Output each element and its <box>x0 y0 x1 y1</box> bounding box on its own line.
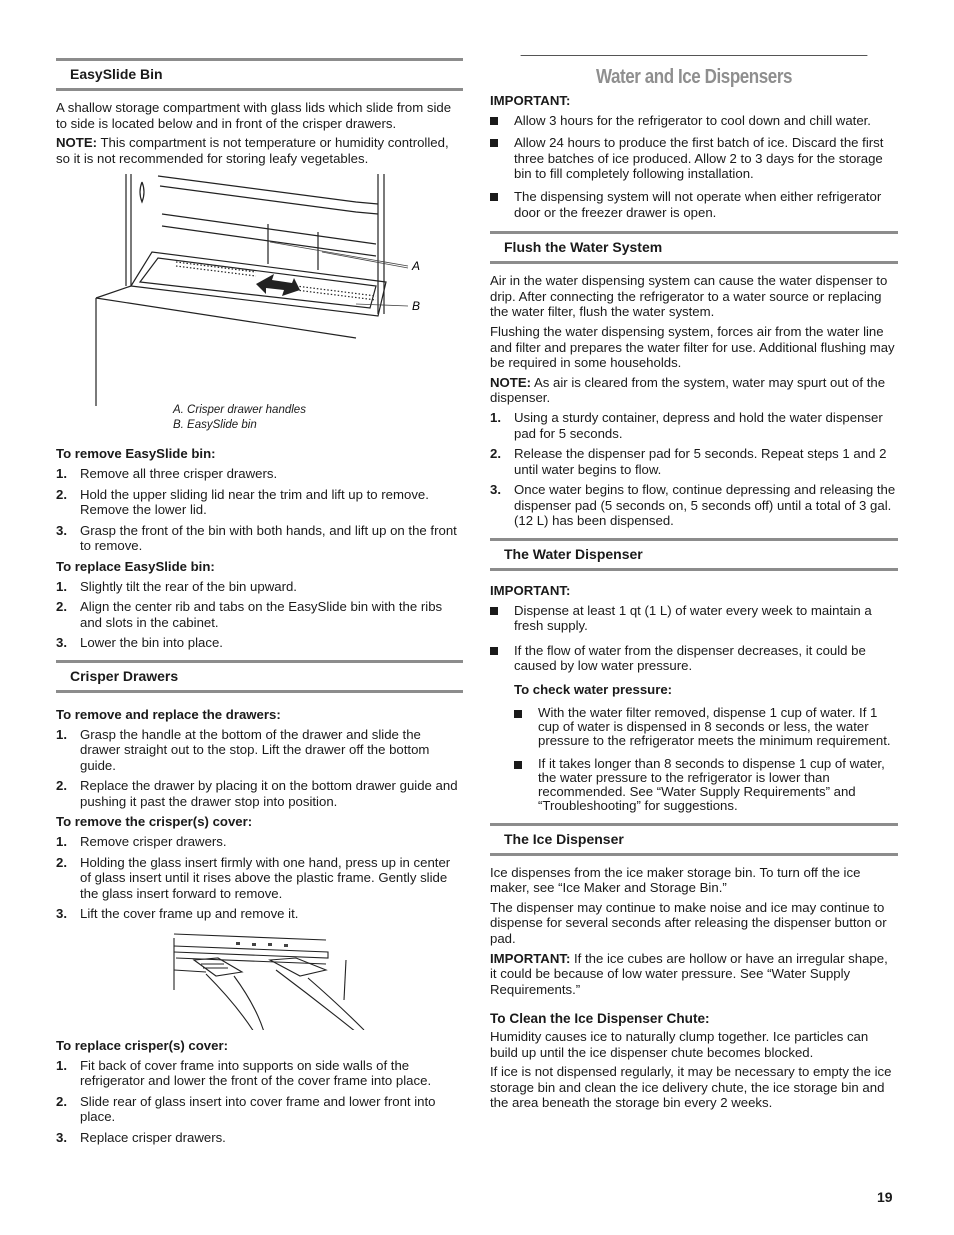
figure-caption-a: A. Crisper drawer handles <box>173 404 306 417</box>
check-pressure-heading: To check water pressure: <box>514 682 673 698</box>
important-label: IMPORTANT: <box>490 93 571 108</box>
replace-easyslide-heading: To replace EasySlide bin: <box>56 558 215 574</box>
list-item: 2. Hold the upper sliding lid near the trim and lift up to remove. Remove the lower lid. <box>56 486 429 518</box>
figure-label-a: A <box>412 259 421 274</box>
list-item: 3. Lift the cover frame up and remove it. <box>56 906 299 922</box>
list-item: Allow 24 hours to produce the first batch of ice. Discard the first three batches of ice produced. Allow 2 to 3 days for the storage bin to fill completely following installation. <box>490 135 898 182</box>
section-heading-flush: Flush the Water System <box>490 231 898 264</box>
list-item: 2. Slide rear of glass insert into cover frame and lower front into place. <box>56 1093 436 1125</box>
list-item: Allow 3 hours for the refrigerator to cool down and chill water. <box>490 113 898 129</box>
flush-note: NOTE: As air is cleared from the system, water may spurt out of the dispenser. <box>490 374 886 406</box>
list-item: 3. Lower the bin into place. <box>56 635 223 651</box>
right-column <box>490 55 898 1115</box>
ice-p1: Ice dispenses from the ice maker storage bin. To turn off the ice maker, see “Ice Maker and Storage Bin.” <box>490 864 861 896</box>
list-item: 1. Fit back of cover frame into supports on side walls of the refrigerator and lower the front of the cover frame into place. <box>56 1057 432 1089</box>
note-label: NOTE: <box>56 135 98 151</box>
easyslide-intro: A shallow storage compartment with glass lids which slide from side to side is located below and in front of the crisper drawers. <box>56 100 452 131</box>
section-heading-easyslide: EasySlide Bin <box>56 58 463 91</box>
clean-chute-heading: To Clean the Ice Dispenser Chute: <box>490 1011 710 1027</box>
list-item: 1. Slightly tilt the rear of the bin upward. <box>56 578 297 594</box>
list-item: 3. Grasp the front of the bin with both hands, and lift up on the front to remove. <box>56 522 457 554</box>
flush-p2: Flushing the water dispensing system, forces air from the water line and filter and prepares the water filter for use. Additional flushing may be required in some households. <box>490 323 895 371</box>
figure-label-b: B <box>412 299 421 314</box>
easyslide-figure <box>56 174 463 406</box>
list-item: Dispense at least 1 qt (1 L) of water every week to maintain a fresh supply. <box>490 603 898 634</box>
list-item: 2. Holding the glass insert firmly with one hand, press up in center of glass insert until it rises above the plastic frame. Gently slide the glass insert forward to remove. <box>56 854 451 901</box>
section-heading-water-dispenser: The Water Dispenser <box>490 538 898 571</box>
crisper-cover-figure <box>56 930 463 1030</box>
list-item: 1. Remove all three crisper drawers. <box>56 465 278 481</box>
list-item: 1. Remove crisper drawers. <box>56 834 227 850</box>
ice-p2: The dispenser may continue to make noise and ice may continue to dispense for several seconds after releasing the dispenser button or pad. <box>490 899 887 946</box>
clean-p2: If ice is not dispensed regularly, it may be necessary to empty the ice storage bin and clean the ice delivery chute, the ice storage bin and the area beneath the storage bin every 2 weeks. <box>490 1064 892 1111</box>
easyslide-illustration <box>56 174 463 406</box>
crisper-cover-illustration <box>56 930 463 1030</box>
section-heading-crisper: Crisper Drawers <box>56 660 463 693</box>
list-item: 3. Once water begins to flow, continue depressing and releasing the dispenser pad (5 seconds on, 5 seconds off) until a total of 3 gal. (12 L) has been dispensed. <box>490 482 896 529</box>
easyslide-note <box>56 135 463 166</box>
clean-p1: Humidity causes ice to naturally clump together. Ice particles can build up until the ice dispenser chute becomes blocked. <box>490 1028 869 1060</box>
list-item: 1. Using a sturdy container, depress and hold the water dispenser pad for 5 seconds. <box>490 409 883 441</box>
drawers-heading: To remove and replace the drawers: <box>56 706 281 722</box>
list-item: 1. Grasp the handle at the bottom of the drawer and slide the drawer straight out to the stop. Lift the drawer off the bottom guide. <box>56 726 430 773</box>
flush-p1: Air in the water dispensing system can cause the water dispenser to drip. After connecting the refrigerator to a water source or replacing the water filter, flush the water system. <box>490 273 888 320</box>
list-item: 2. Align the center rib and tabs on the EasySlide bin with the ribs and slots in the cabinet. <box>56 599 443 630</box>
remove-easyslide-heading: To remove EasySlide bin: <box>56 446 216 462</box>
list-item: With the water filter removed, dispense 1 cup of water. If 1 cup of water is dispensed in 8 seconds or less, the water pressure to the refrigerator meets the minimum requirement. <box>514 706 898 748</box>
page-title: Water and Ice Dispensers <box>521 55 868 93</box>
list-item: The dispensing system will not operate when either refrigerator door or the freezer drawer is open. <box>490 189 898 220</box>
cover-remove-heading: To remove the crisper(s) cover: <box>56 814 253 830</box>
figure-caption-b: B. EasySlide bin <box>173 419 257 432</box>
list-item: 2. Release the dispenser pad for 5 seconds. Repeat steps 1 and 2 until water begins to flow. <box>490 446 887 477</box>
list-item: 3. Replace crisper drawers. <box>56 1130 226 1145</box>
page-number: 19 <box>877 1189 893 1205</box>
cover-replace-heading: To replace crisper(s) cover: <box>56 1038 228 1054</box>
note-text: This compartment is not temperature or humidity controlled, so it is not recommended for storing leafy vegetables. <box>56 135 449 166</box>
ice-important: IMPORTANT: If the ice cubes are hollow or have an irregular shape, it could be because of low water pressure. See “Water Supply Requirements.” <box>490 950 888 997</box>
list-item: 2. Replace the drawer by placing it on the bottom drawer guide and pushing it past the drawer stop into position. <box>56 778 458 809</box>
list-item: If the flow of water from the dispenser decreases, it could be caused by low water pressure. <box>490 643 898 674</box>
left-column <box>56 58 463 1151</box>
list-item: If it takes longer than 8 seconds to dispense 1 cup of water, the water pressure to the refrigerator is lower than recommended. See “Water Supply Requirements” and “Troubleshooting” for suggestions. <box>514 757 898 813</box>
section-heading-ice-dispenser: The Ice Dispenser <box>490 823 898 856</box>
important-label: IMPORTANT: <box>490 583 571 599</box>
